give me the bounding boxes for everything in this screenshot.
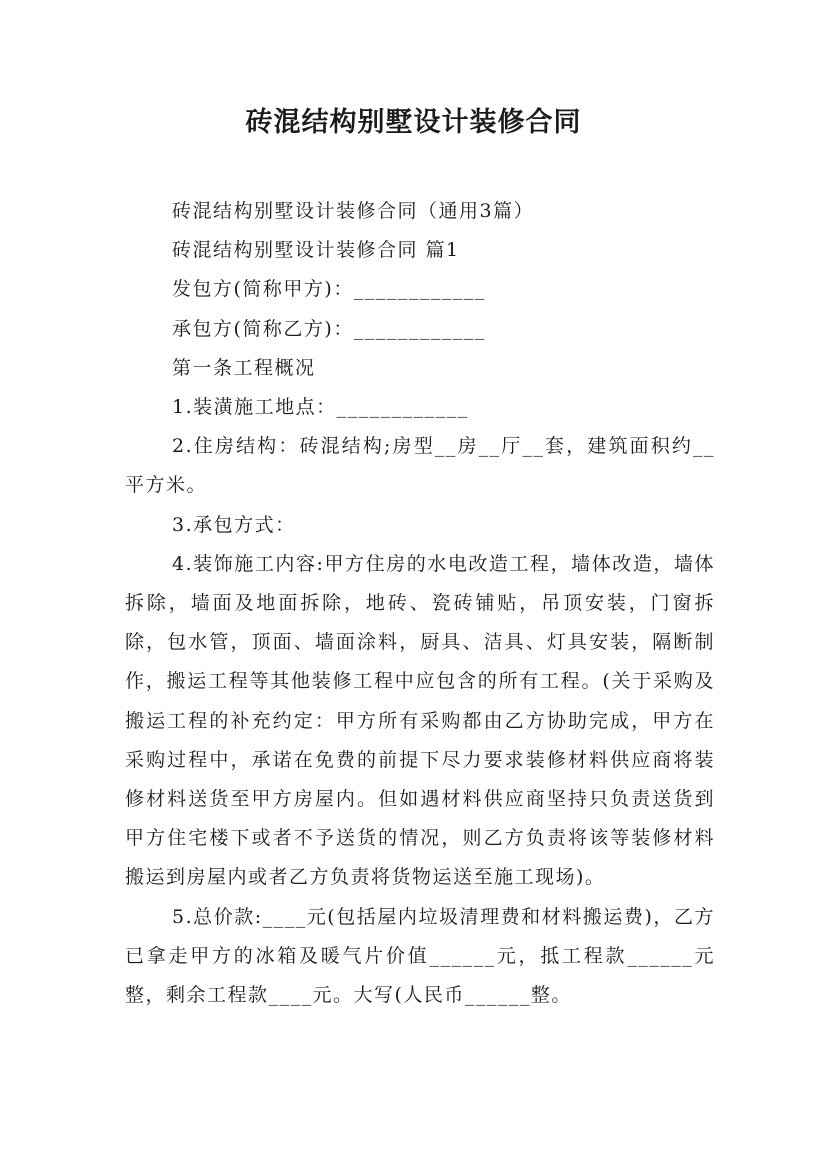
article-one-heading: 第一条工程概况: [172, 356, 316, 379]
subtitle-line: 砖混结构别墅设计装修合同（通用3篇）: [172, 200, 535, 222]
total-price-paragraph: 5.总价款:____元(包括屋内垃圾清理费和材料搬运费)，乙方已拿走甲方的冰箱及暖气片价值______元，抵工程款______元整，剩余工程款____元。大写(人民币______整。: [125, 905, 715, 1007]
party-b-line: 承包方(简称乙方)：____________: [172, 317, 486, 340]
housing-structure-paragraph: 2.住房结构：砖混结构;房型__房__厅__套，建筑面积约__平方米。: [125, 435, 715, 497]
section-heading: 砖混结构别墅设计装修合同 篇1: [172, 239, 460, 262]
party-a-line: 发包方(简称甲方)：____________: [172, 278, 486, 301]
document-body: [125, 192, 715, 1015]
construction-content-paragraph: 4.装饰施工内容:甲方住房的水电改造工程，墙体改造，墙体拆除，墙面及地面拆除，地砖、瓷砖铺贴，吊顶安装，门窗拆除，包水管，顶面、墙面涂料，厨具、洁具、灯具安装，隔断制作，搬运工程等其他装修工程中应包含的所有工程。(关于采购及搬运工程的补充约定：甲方所有采购都由乙方协助完成，甲方在采购过程中，承诺在免费的前提下尽力要求装修材料供应商将装修材料送货至甲方房屋内。但如遇材料供应商坚持只负责送货到甲方住宅楼下或者不予送货的情况，则乙方负责将该等装修材料搬运到房屋内或者乙方负责将货物运送至施工现场)。: [125, 552, 715, 889]
contract-type-line: 3.承包方式：: [172, 513, 296, 536]
document-title: 砖混结构别墅设计装修合同: [245, 107, 582, 138]
site-location-line: 1.装潢施工地点：____________: [172, 396, 469, 419]
